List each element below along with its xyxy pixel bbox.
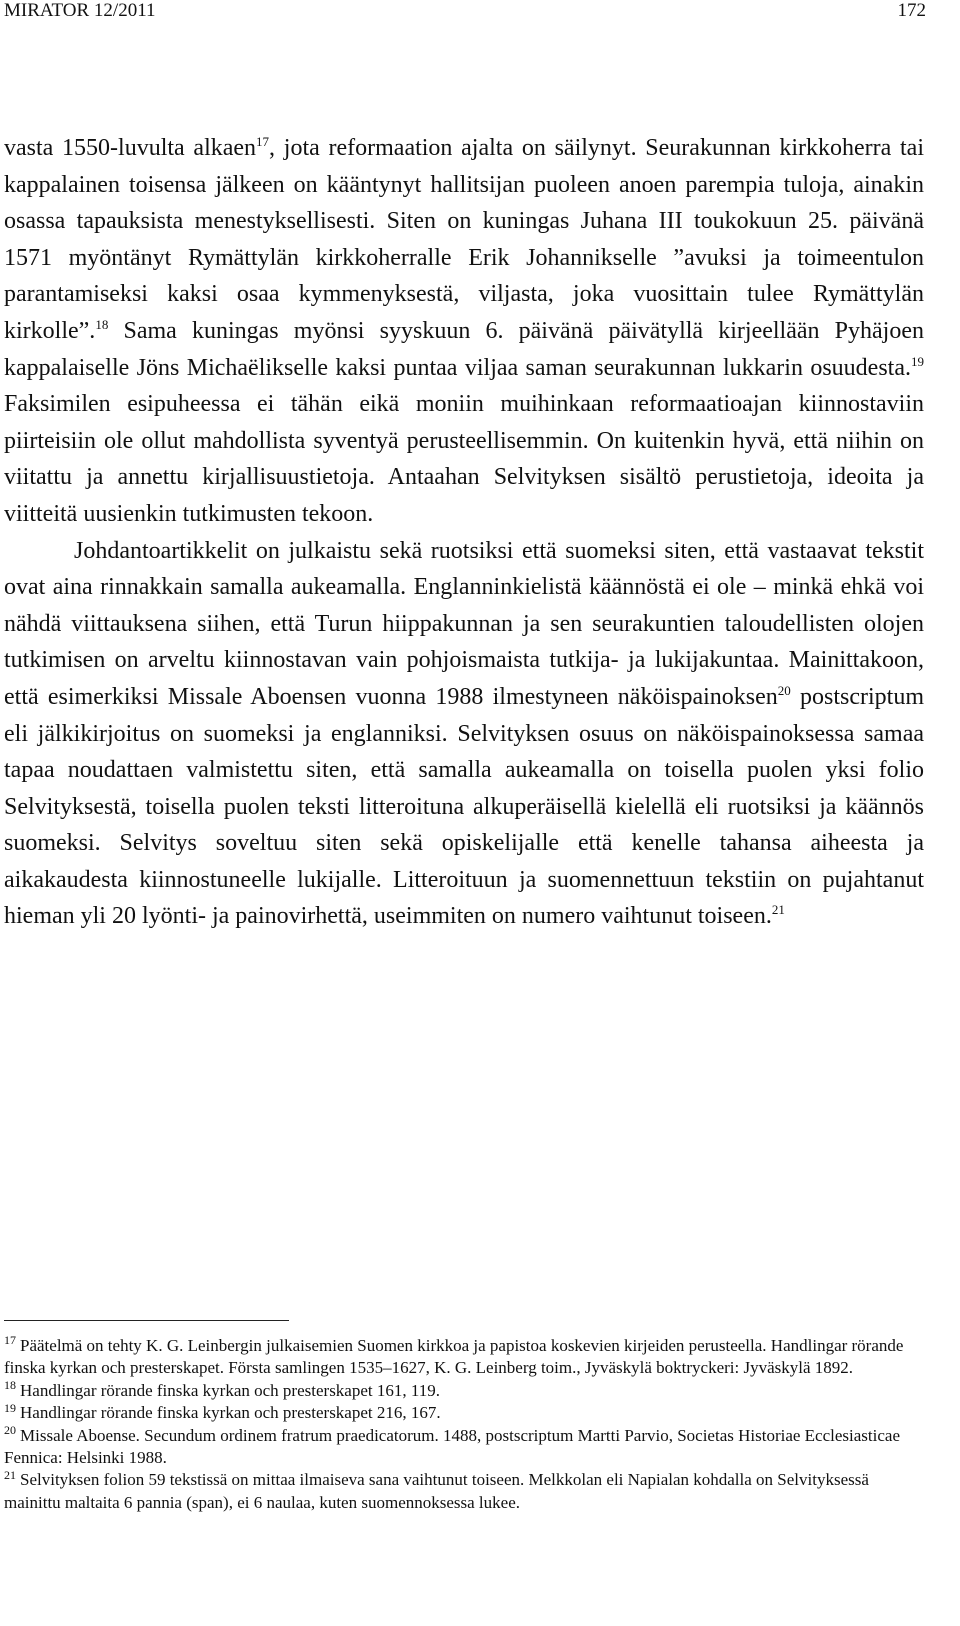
footnote-ref-18[interactable]: 18 bbox=[95, 316, 109, 332]
footnote-text: Handlingar rörande finska kyrkan och presterskapet 216, 167. bbox=[20, 1403, 441, 1423]
footnote-ref-19[interactable]: 19 bbox=[911, 353, 924, 369]
footnote-text: Selvityksen folion 59 tekstissä on mittaa ilmaiseva sana vaihtunut toiseen. Melkkolan eli Napialan kohdalla on Selvityksessä mainittu maltaita 6 pannia (span), ei 6 naulaa, kuten suomennoksessa lukee. bbox=[4, 1470, 869, 1512]
footnote-18 bbox=[4, 1380, 920, 1402]
footnote-19 bbox=[4, 1402, 920, 1424]
paragraph-text: Faksimilen esipuheessa ei tähän eikä moniin muihinkaan reformaatioajan kiinnostaviin piirteisiin ole ollut mahdollista syventyä perusteellisemmin. On kuitenkin hyvä, että niihin on viitattu ja annettu kirjallisuustietoja. Antaahan Selvityksen sisältö perustietoja, ideoita ja viitteitä uusienkin tutkimusten tekoon. bbox=[4, 391, 924, 527]
footnote-17 bbox=[4, 1335, 920, 1380]
footnotes bbox=[4, 1335, 920, 1514]
footnote-text: Handlingar rörande finska kyrkan och presterskapet 161, 119. bbox=[20, 1380, 440, 1400]
journal-title: MIRATOR 12/2011 bbox=[4, 0, 156, 21]
paragraph-text: , jota reformaation ajalta on säilynyt. Seurakunnan kirkkoherra tai kappalainen toisensa jälkeen on kääntynyt hallitsijan puoleen anoen parempia tuloja, ainakin osassa tapauksista menestyksellisesti. Siten on kuningas Juhana III toukokuun 25. päivänä 1571 myöntänyt Rymättylän kirkkoherralle Erik Johannikselle ”avuksi ja toimeentulon parantamiseksi kaksi osaa kymmenyksestä, viljasta, joka vuosittain tulee Rymättylän kirkolle”. bbox=[4, 135, 924, 344]
footnote-number: 17 bbox=[4, 1333, 16, 1348]
paragraph-text: Sama kuningas myönsi syyskuun 6. päivänä päivätyllä kirjeellään Pyhäjoen kappalaiselle Jöns Michaëlikselle kaksi puntaa viljaa saman seurakunnan lukkarin osuudesta. bbox=[4, 317, 924, 381]
paragraph-text: postscriptum eli jälkikirjoitus on suomeksi ja englanniksi. Selvityksen osuus on näköispainoksessa samaa tapaa noudattaen valmistettu siten, että samalla aukeamalla on toisella puolen yksi folio Selvityksestä, toisella puolen teksti litteroituna alkuperäisellä kielellä eli ruotsiksi ja käännös suomeksi. Selvitys soveltuu siten sekä opiskelijalle että kenelle tahansa aiheesta ja aikakaudesta kiinnostuneelle lukijalle. Litteroituun ja suomennettuun tekstiin on pujahtanut hieman yli 20 lyönti- ja painovirhettä, useimmiten on numero vaihtunut toiseen. bbox=[4, 683, 925, 930]
footnote-separator bbox=[4, 1320, 289, 1321]
footnote-number: 20 bbox=[4, 1422, 16, 1437]
page-number: 172 bbox=[897, 0, 926, 21]
page-header bbox=[4, 0, 926, 26]
footnote-ref-21[interactable]: 21 bbox=[771, 902, 785, 918]
paragraph-text: Johdantoartikkelit on julkaistu sekä ruotsiksi että suomeksi siten, että vastaavat tekstit ovat aina rinnakkain samalla aukeamalla. Englanninkielistä käännöstä ei ole – minkä ehkä voi nähdä viittauksena siihen, että Turun hiippakunnan ja sen seurakuntien taloudellisten olojen tutkimisen on arveltu kiinnostavan vain pohjoismaista tutkija- ja lukijakuntaa. Mainittakoon, että esimerkiksi Missale Aboensen vuonna 1988 ilmestyneen näköispainoksen bbox=[4, 537, 924, 710]
footnote-20 bbox=[4, 1422, 920, 1470]
paragraph-2 bbox=[4, 533, 924, 936]
body-text bbox=[4, 130, 924, 935]
paragraph-text: vasta 1550-luvulta alkaen bbox=[4, 135, 257, 161]
footnote-ref-17[interactable]: 17 bbox=[256, 134, 270, 149]
footnote-text: Missale Aboense. Secundum ordinem fratrum praedicatorum. 1488, postscriptum Martti Parvio, Societas Historiae Ecclesiasticae Fennica: Helsinki 1988. bbox=[4, 1425, 900, 1468]
footnote-21 bbox=[4, 1469, 920, 1514]
footnote-ref-20[interactable]: 20 bbox=[777, 682, 791, 698]
footnote-number: 19 bbox=[4, 1400, 16, 1415]
footnote-number: 18 bbox=[4, 1378, 16, 1393]
paragraph-1 bbox=[4, 130, 924, 533]
footnote-number: 21 bbox=[4, 1467, 16, 1482]
footnote-text: Päätelmä on tehty K. G. Leinbergin julkaisemien Suomen kirkkoa ja papistoa koskevien kirjeiden perusteella. Handlingar rörande finska kyrkan och presterskapet. Första samlingen 1535–1627, K. G. Leinberg toim., Jyväskylä boktryckeri: Jyväskylä 1892. bbox=[4, 1336, 904, 1378]
